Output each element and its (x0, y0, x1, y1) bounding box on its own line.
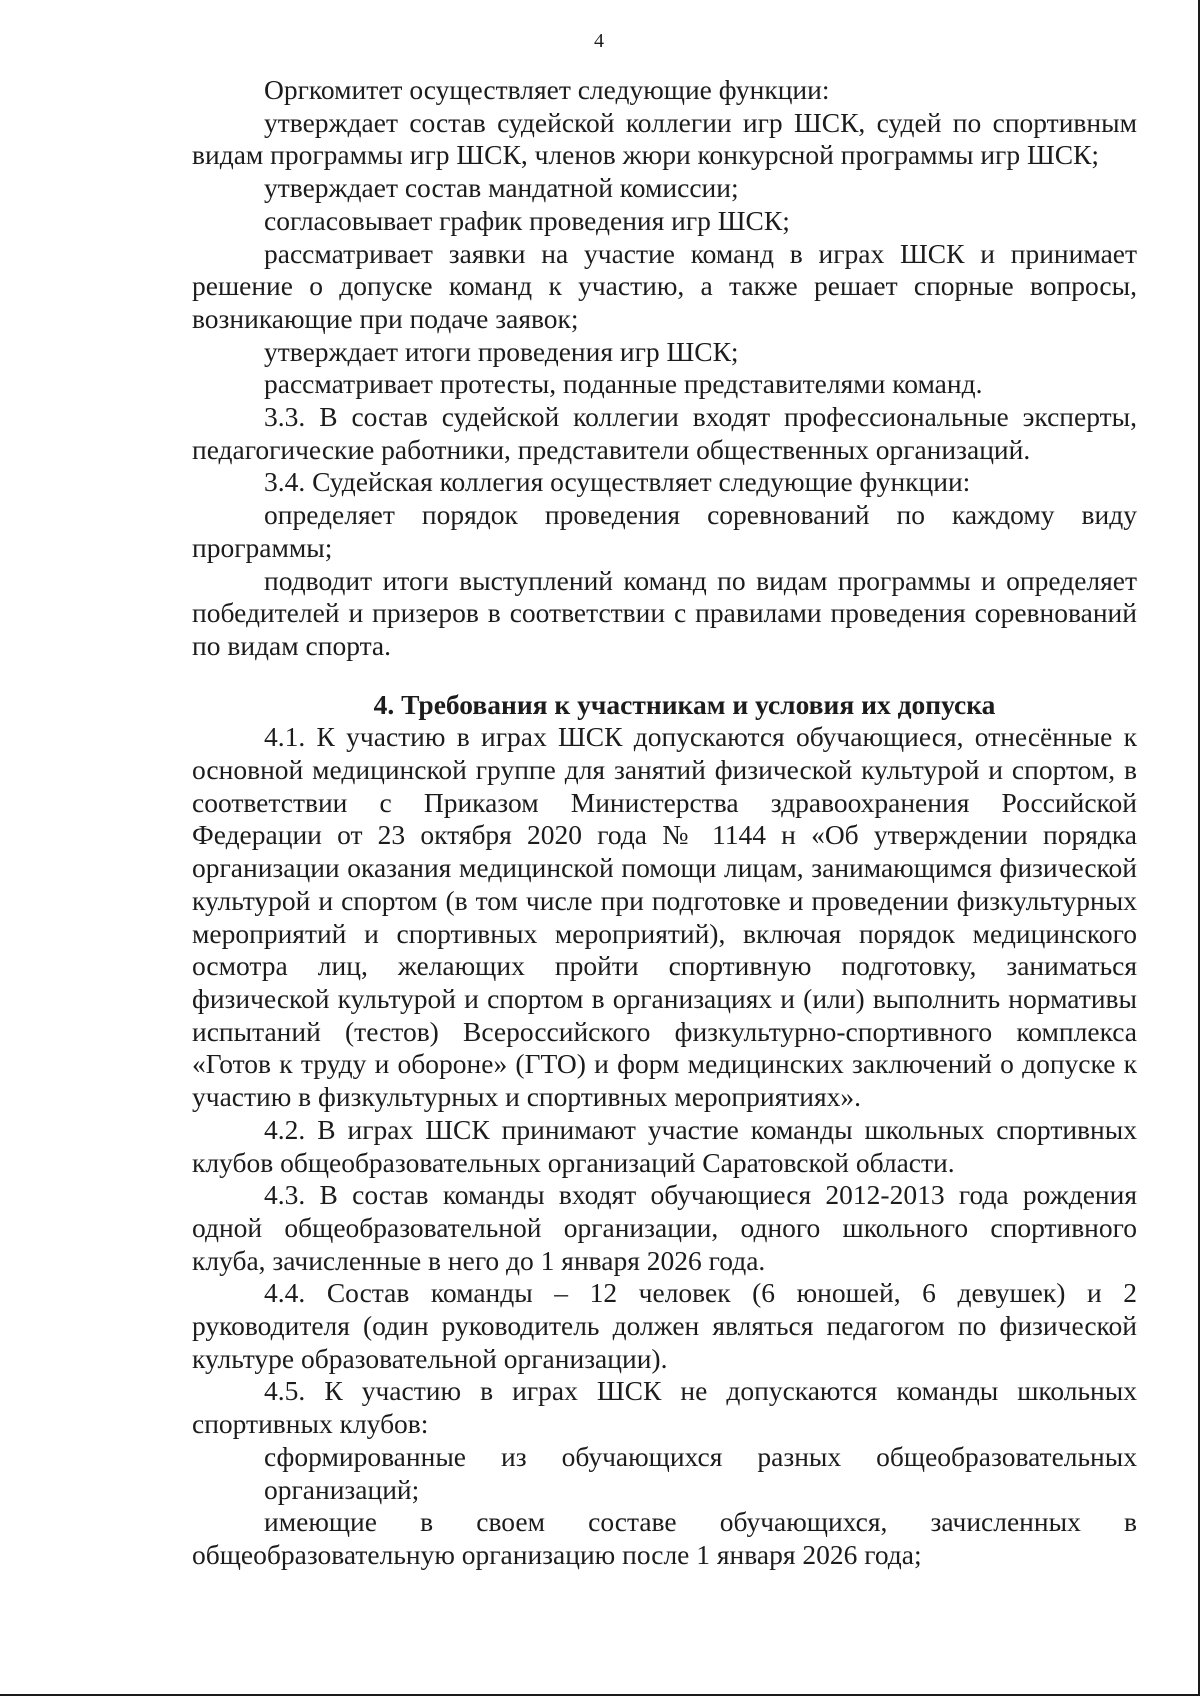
page-number: 4 (594, 30, 604, 52)
paragraph: 3.4. Судейская коллегия осуществляет следующие функции: (264, 466, 971, 498)
paragraph: согласовывает график проведения игр ШСК; (264, 204, 790, 236)
paragraph: рассматривает заявки на участие команд в играх ШСК и принимает решение о допуске команд к участию, а также решает спорные вопросы, возникающие при подаче заявок; (192, 237, 1137, 334)
paragraph: 4.3. В состав команды входят обучающиеся 2012-2013 года рождения одной общеобразовательной организации, одного школьного спортивного клуба, зачисленные в него до 1 января 2026 года. (192, 1179, 1137, 1276)
paragraph: подводит итоги выступлений команд по видам программы и определяет победителей и призеров в соответствии с правилами проведения соревнований по видам спорта. (192, 564, 1137, 661)
paragraph: 4.5. К участию в играх ШСК не допускаются команды школьных спортивных клубов: (192, 1375, 1137, 1440)
paragraph: утверждает состав мандатной комиссии; (264, 172, 739, 204)
section-heading: 4. Требования к участникам и условия их допуска (373, 688, 996, 720)
paragraph: 4.1. К участию в играх ШСК допускаются обучающиеся, отнесённые к основной медицинской группе для занятий физической культурой и спортом, в соответствии с Приказом Министерства здравоохранения Российской Федерации от 23 октября 2020 года № 1144 н «Об утверждении порядка организации оказания медицинской помощи лицам, занимающимся физической культурой и спортом (в том числе при подготовке и проведении физкультурных мероприятий и спортивных мероприятий), включая порядок медицинского осмотра лиц, желающих пройти спортивную подготовку, заниматься физической культурой и спортом в организациях и (или) выполнить нормативы испытаний (тестов) Всероссийского физкультурно-спортивного комплекса «Готов к труду и обороне» (ГТО) и форм медицинских заключений о допуске к участию в физкультурных и спортивных мероприятиях». (192, 721, 1137, 1113)
paragraph: определяет порядок проведения соревнований по каждому виду программы; (192, 499, 1137, 563)
paragraph: сформированные из обучающихся разных общеобразовательных организаций; (264, 1440, 1137, 1505)
document-body (192, 74, 1137, 1572)
paragraph: 3.3. В состав судейской коллегии входят профессиональные эксперты, педагогические работники, представители общественных организаций. (192, 401, 1137, 465)
paragraph: рассматривает протесты, поданные представителями команд. (264, 368, 983, 400)
paragraph: утверждает состав судейской коллегии игр ШСК, судей по спортивным видам программы игр ШСК, членов жюри конкурсной программы игр ШСК; (192, 106, 1137, 171)
paragraph: имеющие в своем составе обучающихся, зачисленных в общеобразовательную организацию после 1 января 2026 года; (192, 1506, 1137, 1570)
paragraph: 4.2. В играх ШСК принимают участие команды школьных спортивных клубов общеобразовательных организаций Саратовской области. (192, 1113, 1137, 1178)
paragraph: Оргкомитет осуществляет следующие функции: (264, 74, 830, 105)
paragraph: 4.4. Состав команды – 12 человек (6 юношей, 6 девушек) и 2 руководителя (один руководитель должен являться педагогом по физической культуре образовательной организации). (192, 1277, 1137, 1374)
paragraph: утверждает итоги проведения игр ШСК; (264, 335, 739, 367)
